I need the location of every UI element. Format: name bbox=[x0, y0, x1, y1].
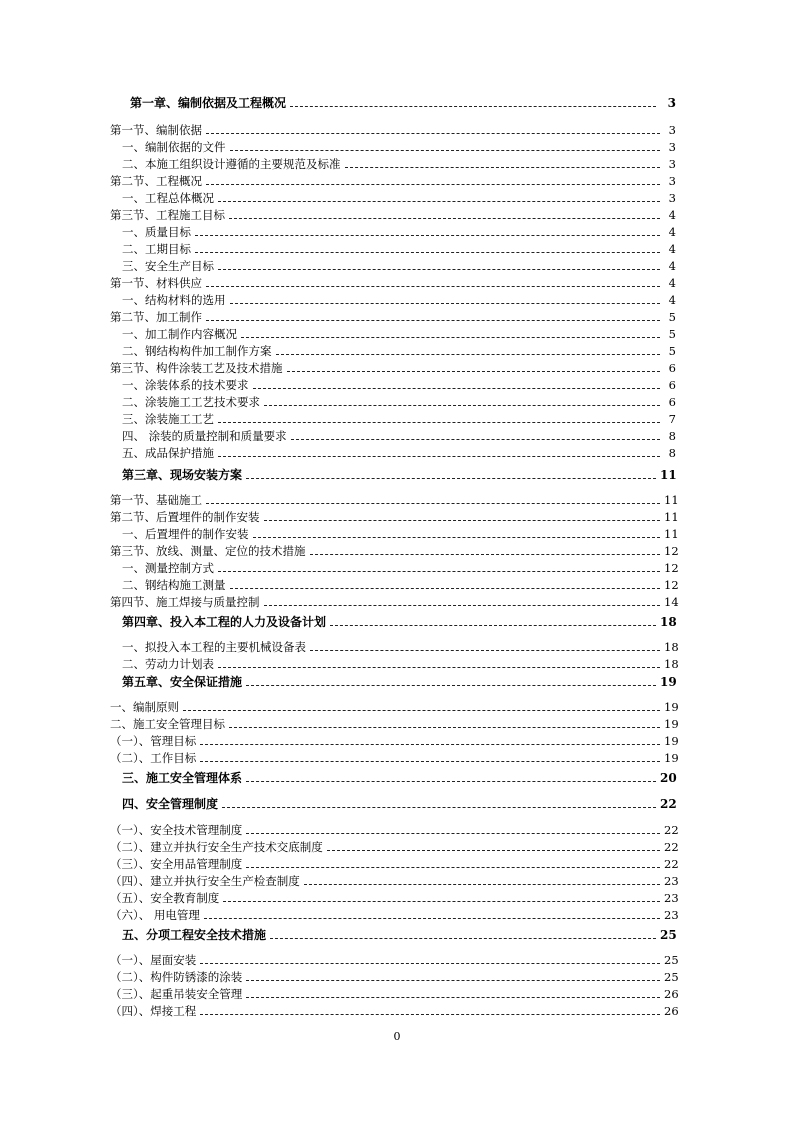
toc-entry-page: 3 bbox=[668, 140, 676, 154]
toc-chapter-entry[interactable] bbox=[110, 95, 676, 112]
dot-leader bbox=[310, 639, 660, 656]
dot-leader bbox=[276, 343, 661, 360]
toc-entry-title: （二）、建立并执行安全生产技术交底制度 bbox=[110, 840, 323, 854]
toc-entry[interactable] bbox=[110, 173, 676, 190]
toc-entry-page: 3 bbox=[667, 96, 676, 110]
toc-entry-page: 26 bbox=[664, 987, 679, 1001]
toc-entry[interactable] bbox=[110, 594, 679, 611]
toc-entry-title: （二）、工作目标 bbox=[110, 751, 197, 765]
toc-entry[interactable] bbox=[110, 394, 676, 411]
dot-leader bbox=[200, 1003, 660, 1020]
toc-entry-title: 一、质量目标 bbox=[122, 225, 191, 239]
toc-entry-title: 第一节、材料供应 bbox=[110, 276, 202, 290]
toc-entry-page: 12 bbox=[664, 561, 679, 575]
toc-entry[interactable] bbox=[110, 241, 676, 258]
toc-entry-title: 一、编制原则 bbox=[110, 700, 179, 714]
toc-entry[interactable] bbox=[110, 856, 679, 873]
toc-entry-page: 19 bbox=[664, 734, 679, 748]
toc-entry-page: 25 bbox=[664, 953, 679, 967]
dot-leader bbox=[223, 890, 660, 907]
toc-entry-page: 11 bbox=[664, 493, 679, 507]
dot-leader bbox=[218, 411, 660, 428]
toc-entry-page: 3 bbox=[668, 191, 676, 205]
toc-entry[interactable] bbox=[110, 639, 679, 656]
toc-entry-title: 三、涂装施工工艺 bbox=[122, 412, 214, 426]
toc-entry[interactable] bbox=[110, 733, 679, 750]
toc-entry-page: 11 bbox=[660, 468, 677, 482]
dot-leader bbox=[246, 467, 656, 484]
toc-entry-page: 18 bbox=[664, 657, 679, 671]
dot-leader bbox=[222, 796, 656, 813]
toc-entry[interactable] bbox=[110, 750, 679, 767]
toc-entry-page: 25 bbox=[664, 970, 679, 984]
toc-entry-page: 23 bbox=[664, 874, 679, 888]
toc-entry-page: 6 bbox=[668, 395, 676, 409]
toc-entry[interactable] bbox=[110, 190, 676, 207]
toc-entry-title: 第三节、构件涂装工艺及技术措施 bbox=[110, 361, 283, 375]
toc-entry[interactable] bbox=[110, 986, 679, 1003]
toc-entry-page: 6 bbox=[668, 378, 676, 392]
toc-entry[interactable] bbox=[110, 156, 676, 173]
toc-entry[interactable] bbox=[110, 377, 676, 394]
toc-entry-title: 二、本施工组织设计遵循的主要规范及标准 bbox=[122, 157, 341, 171]
dot-leader bbox=[310, 543, 661, 560]
dot-leader bbox=[230, 292, 661, 309]
dot-leader bbox=[200, 733, 660, 750]
toc-entry[interactable] bbox=[110, 411, 676, 428]
toc-entry-page: 3 bbox=[668, 157, 676, 171]
toc-chapter-entry[interactable] bbox=[110, 467, 676, 484]
dot-leader bbox=[195, 224, 660, 241]
toc-entry-page: 5 bbox=[668, 310, 676, 324]
toc-entry-title: 第四节、施工焊接与质量控制 bbox=[110, 595, 260, 609]
toc-entry-title: 第四章、投入本工程的人力及设备计划 bbox=[122, 615, 327, 629]
toc-entry[interactable] bbox=[110, 326, 676, 343]
toc-entry[interactable] bbox=[110, 343, 676, 360]
toc-entry[interactable] bbox=[110, 292, 676, 309]
toc-entry[interactable] bbox=[110, 560, 679, 577]
toc-entry-page: 4 bbox=[668, 242, 676, 256]
toc-entry-title: 五、成品保护措施 bbox=[122, 446, 214, 460]
toc-entry[interactable] bbox=[110, 952, 679, 969]
dot-leader bbox=[200, 750, 660, 767]
toc-entry[interactable] bbox=[110, 699, 679, 716]
toc-entry[interactable] bbox=[110, 492, 679, 509]
toc-entry-title: 三、施工安全管理体系 bbox=[122, 771, 243, 785]
dot-leader bbox=[327, 839, 660, 856]
dot-leader bbox=[291, 428, 660, 445]
dot-leader bbox=[206, 275, 660, 292]
toc-entry[interactable] bbox=[110, 656, 679, 673]
toc-entry-title: 二、工期目标 bbox=[122, 242, 191, 256]
toc-entry-title: 五、分项工程安全技术措施 bbox=[122, 928, 267, 942]
toc-entry-title: （六）、 用电管理 bbox=[110, 908, 200, 922]
toc-entry-page: 22 bbox=[660, 797, 677, 811]
toc-entry[interactable] bbox=[110, 969, 679, 986]
dot-leader bbox=[246, 674, 656, 691]
toc-entry-page: 14 bbox=[664, 595, 679, 609]
toc-entry-page: 18 bbox=[664, 640, 679, 654]
dot-leader bbox=[264, 594, 661, 611]
toc-entry[interactable] bbox=[110, 224, 676, 241]
toc-entry-title: 四、 涂装的质量控制和质量要求 bbox=[122, 429, 287, 443]
toc-entry[interactable] bbox=[110, 360, 676, 377]
toc-entry-page: 18 bbox=[660, 615, 677, 629]
toc-entry-title: 第一节、编制依据 bbox=[110, 123, 202, 137]
toc-entry-title: （二）、构件防锈漆的涂装 bbox=[110, 970, 243, 984]
toc-entry-page: 22 bbox=[664, 840, 679, 854]
dot-leader bbox=[246, 770, 656, 787]
toc-entry-page: 8 bbox=[668, 446, 676, 460]
toc-entry-page: 3 bbox=[668, 174, 676, 188]
dot-leader bbox=[218, 656, 660, 673]
dot-leader bbox=[229, 207, 660, 224]
toc-entry-title: （一）、安全技术管理制度 bbox=[110, 823, 243, 837]
toc-entry-title: 第二节、加工制作 bbox=[110, 310, 202, 324]
toc-entry[interactable] bbox=[110, 207, 676, 224]
toc-entry-page: 8 bbox=[668, 429, 676, 443]
dot-leader bbox=[230, 139, 661, 156]
dot-leader bbox=[264, 509, 661, 526]
toc-entry-page: 19 bbox=[664, 700, 679, 714]
toc-entry[interactable] bbox=[110, 839, 679, 856]
toc-entry[interactable] bbox=[110, 445, 676, 462]
toc-entry-page: 26 bbox=[664, 1004, 679, 1018]
toc-entry-title: 一、后置埋件的制作安装 bbox=[122, 527, 249, 541]
toc-chapter-entry[interactable] bbox=[110, 927, 676, 944]
dot-leader bbox=[253, 526, 661, 543]
toc-entry-page: 12 bbox=[664, 544, 679, 558]
dot-leader bbox=[246, 822, 660, 839]
toc-entry-page: 6 bbox=[668, 361, 676, 375]
toc-entry-title: 第三节、工程施工目标 bbox=[110, 208, 225, 222]
toc-entry-page: 19 bbox=[664, 717, 679, 731]
toc-entry[interactable] bbox=[110, 873, 679, 890]
toc-entry-title: （四）、建立并执行安全生产检查制度 bbox=[110, 874, 300, 888]
toc-entry-title: （一）、屋面安装 bbox=[110, 953, 197, 967]
toc-entry-title: 第三节、放线、测量、定位的技术措施 bbox=[110, 544, 306, 558]
toc-entry-page: 5 bbox=[668, 344, 676, 358]
toc-entry-title: 二、钢结构构件加工制作方案 bbox=[122, 344, 272, 358]
toc-entry[interactable] bbox=[110, 509, 679, 526]
toc-entry-page: 5 bbox=[668, 327, 676, 341]
dot-leader bbox=[246, 969, 660, 986]
toc-entry-page: 4 bbox=[668, 293, 676, 307]
dot-leader bbox=[246, 986, 660, 1003]
dot-leader bbox=[229, 716, 660, 733]
toc-entry[interactable] bbox=[110, 822, 679, 839]
toc-entry-page: 20 bbox=[660, 771, 677, 785]
toc-entry-title: 第二节、后置埋件的制作安装 bbox=[110, 510, 260, 524]
toc-entry-title: 一、涂装体系的技术要求 bbox=[122, 378, 249, 392]
dot-leader bbox=[304, 873, 660, 890]
toc-chapter-entry[interactable] bbox=[110, 614, 676, 631]
dot-leader bbox=[218, 258, 660, 275]
toc-entry-title: 三、安全生产目标 bbox=[122, 259, 214, 273]
toc-entry[interactable] bbox=[110, 309, 676, 326]
dot-leader bbox=[200, 952, 660, 969]
toc-entry-title: 一、编制依据的文件 bbox=[122, 140, 226, 154]
toc-entry-title: 二、涂装施工工艺技术要求 bbox=[122, 395, 260, 409]
toc-entry[interactable] bbox=[110, 1003, 679, 1020]
toc-chapter-entry[interactable] bbox=[110, 674, 676, 691]
toc-entry-title: 第一章、编制依据及工程概况 bbox=[130, 96, 287, 110]
toc-entry-page: 22 bbox=[664, 857, 679, 871]
toc-entry-page: 19 bbox=[664, 751, 679, 765]
toc-entry-title: 二、施工安全管理目标 bbox=[110, 717, 225, 731]
dot-leader bbox=[330, 614, 656, 631]
toc-entry-page: 4 bbox=[668, 259, 676, 273]
dot-leader bbox=[204, 907, 660, 924]
dot-leader bbox=[345, 156, 661, 173]
toc-chapter-entry[interactable] bbox=[110, 796, 676, 813]
toc-entry-title: 二、钢结构施工测量 bbox=[122, 578, 226, 592]
toc-entry-title: （三）、起重吊装安全管理 bbox=[110, 987, 243, 1001]
dot-leader bbox=[253, 377, 661, 394]
toc-entry-page: 19 bbox=[660, 675, 677, 689]
dot-leader bbox=[218, 190, 660, 207]
dot-leader bbox=[218, 560, 660, 577]
toc-entry[interactable] bbox=[110, 577, 679, 594]
dot-leader bbox=[230, 577, 661, 594]
toc-entry-page: 4 bbox=[668, 225, 676, 239]
dot-leader bbox=[206, 309, 660, 326]
toc-entry-title: （一）、管理目标 bbox=[110, 734, 197, 748]
toc-entry-page: 11 bbox=[664, 510, 679, 524]
dot-leader bbox=[290, 95, 656, 112]
toc-entry-title: 四、安全管理制度 bbox=[122, 797, 219, 811]
toc-entry-title: 第五章、安全保证措施 bbox=[122, 675, 243, 689]
toc-entry[interactable] bbox=[110, 543, 679, 560]
dot-leader bbox=[183, 699, 660, 716]
dot-leader bbox=[270, 927, 656, 944]
toc-chapter-entry[interactable] bbox=[110, 770, 676, 787]
toc-entry[interactable] bbox=[110, 526, 679, 543]
dot-leader bbox=[206, 492, 660, 509]
toc-entry-title: 第二节、工程概况 bbox=[110, 174, 202, 188]
toc-entry-page: 3 bbox=[668, 123, 676, 137]
toc-entry-title: 二、劳动力计划表 bbox=[122, 657, 214, 671]
toc-entry-page: 4 bbox=[668, 208, 676, 222]
toc-entry[interactable] bbox=[110, 122, 676, 139]
toc-entry-page: 25 bbox=[660, 928, 677, 942]
dot-leader bbox=[206, 173, 660, 190]
toc-entry-page: 4 bbox=[668, 276, 676, 290]
toc-entry-page: 7 bbox=[668, 412, 676, 426]
toc-entry-title: 第一节、基础施工 bbox=[110, 493, 202, 507]
toc-entry-page: 12 bbox=[664, 578, 679, 592]
dot-leader bbox=[206, 122, 660, 139]
toc-entry-title: 一、结构材料的选用 bbox=[122, 293, 226, 307]
toc-entry[interactable] bbox=[110, 907, 679, 924]
toc-entry[interactable] bbox=[110, 428, 676, 445]
toc-entry-page: 11 bbox=[664, 527, 679, 541]
dot-leader bbox=[264, 394, 660, 411]
toc-entry[interactable] bbox=[110, 258, 676, 275]
toc-entry-title: 一、拟投入本工程的主要机械设备表 bbox=[122, 640, 306, 654]
toc-entry[interactable] bbox=[110, 890, 679, 907]
dot-leader bbox=[246, 856, 660, 873]
toc-entry[interactable] bbox=[110, 275, 676, 292]
dot-leader bbox=[195, 241, 660, 258]
toc-entry-title: 第三章、现场安装方案 bbox=[122, 468, 243, 482]
dot-leader bbox=[218, 445, 660, 462]
toc-entry-title: （四）、焊接工程 bbox=[110, 1004, 197, 1018]
toc-entry-title: 一、测量控制方式 bbox=[122, 561, 214, 575]
toc-entry[interactable] bbox=[110, 139, 676, 156]
toc-entry-page: 22 bbox=[664, 823, 679, 837]
toc-entry-title: （五）、安全教育制度 bbox=[110, 891, 220, 905]
toc-entry-page: 23 bbox=[664, 908, 679, 922]
dot-leader bbox=[241, 326, 660, 343]
toc-entry-title: （三）、安全用品管理制度 bbox=[110, 857, 243, 871]
toc-entry[interactable] bbox=[110, 716, 679, 733]
page-number: 0 bbox=[393, 1030, 401, 1043]
toc-entry-page: 23 bbox=[664, 891, 679, 905]
toc-entry-title: 一、加工制作内容概况 bbox=[122, 327, 237, 341]
toc-entry-title: 一、工程总体概况 bbox=[122, 191, 214, 205]
dot-leader bbox=[287, 360, 661, 377]
